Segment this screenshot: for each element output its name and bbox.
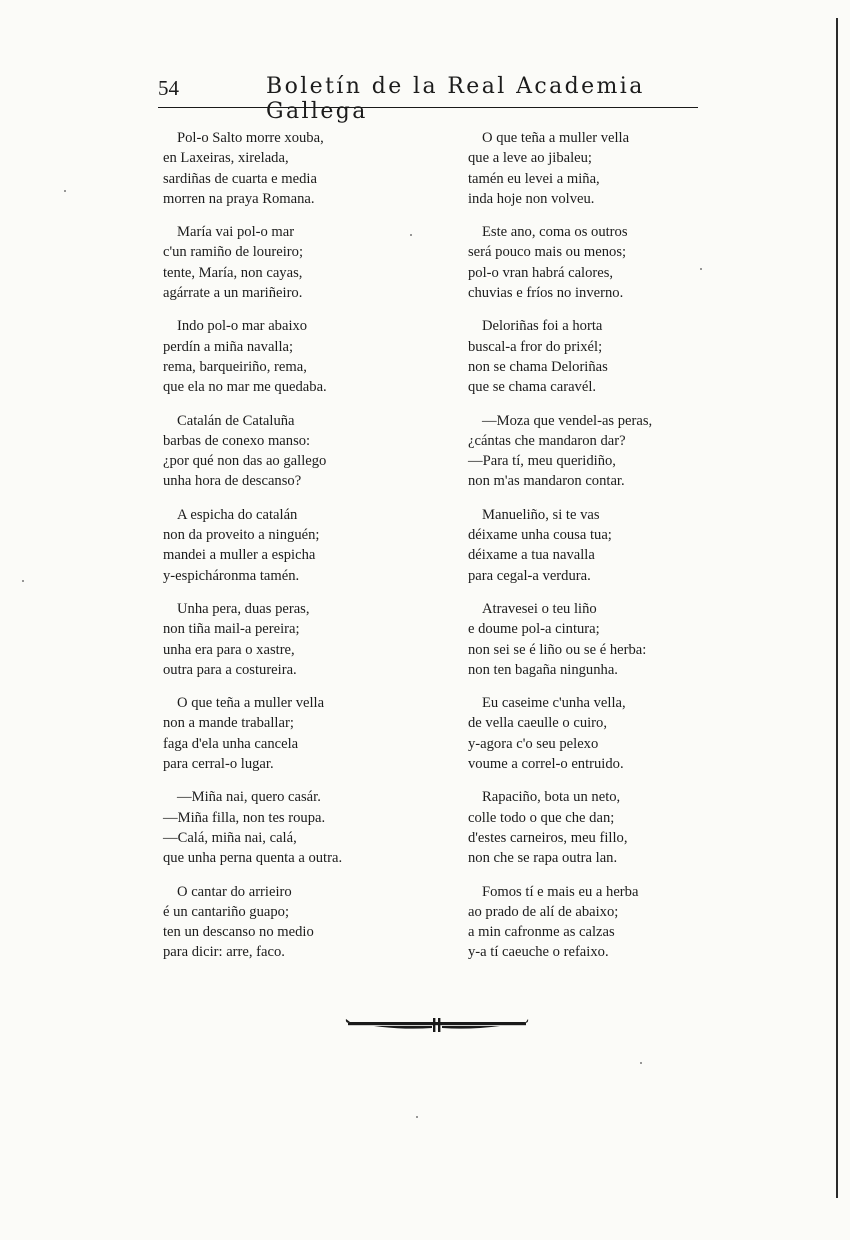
verse-line: —Miña filla, non tes roupa. bbox=[163, 809, 326, 826]
verse-line: que unha perna quenta a outra. bbox=[163, 850, 343, 867]
verse-line: non a mande traballar; bbox=[163, 715, 294, 732]
verse-line: agárrate a un mariñeiro. bbox=[163, 285, 303, 302]
stanza bbox=[468, 787, 718, 868]
verse-line: déixame a tua navalla bbox=[468, 547, 595, 564]
running-title: Boletín de la Real Academia Gallega bbox=[266, 74, 645, 124]
verse-line: que se chama caravél. bbox=[468, 379, 597, 396]
verse-line: Deloriñas foi a horta bbox=[482, 318, 603, 335]
verse-line: —Moza que vendel-as peras, bbox=[482, 412, 653, 429]
verse-line: colle todo o que che dan; bbox=[468, 809, 615, 826]
verse-line: ¿cántas che mandaron dar? bbox=[468, 432, 626, 449]
stanza bbox=[163, 787, 413, 868]
stanza bbox=[163, 599, 413, 680]
stanza bbox=[468, 693, 718, 774]
verse-line: e doume pol-a cintura; bbox=[468, 621, 600, 638]
verse-line: non se chama Deloriñas bbox=[468, 358, 608, 375]
stanza bbox=[163, 693, 413, 774]
verse-line: non ten bagaña ningunha. bbox=[468, 661, 618, 678]
verse-line: Eu caseime c'unha vella, bbox=[482, 695, 626, 712]
verse-line: A espicha do catalán bbox=[177, 506, 298, 523]
stanza bbox=[468, 411, 718, 492]
verse-line: c'un ramiño de loureiro; bbox=[163, 244, 304, 261]
verse-line: ten un descanso no medio bbox=[163, 924, 314, 941]
verse-line: María vai pol-o mar bbox=[177, 224, 295, 241]
verse-line: Catalán de Cataluña bbox=[177, 412, 295, 429]
paper-speck bbox=[416, 1116, 418, 1118]
verse-line: O cantar do arrieiro bbox=[177, 883, 292, 900]
verse-line: en Laxeiras, xirelada, bbox=[163, 150, 289, 167]
verse-line: non m'as mandaron contar. bbox=[468, 473, 625, 490]
verse-line: para cegal-a verdura. bbox=[468, 567, 591, 584]
verse-line: para cerral-o lugar. bbox=[163, 756, 274, 773]
stanza bbox=[468, 222, 718, 303]
verse-line: é un cantariño guapo; bbox=[163, 903, 290, 920]
paper-speck bbox=[700, 268, 702, 270]
stanza bbox=[163, 316, 413, 397]
left-column bbox=[163, 128, 413, 976]
verse-line: ao prado de alí de abaixo; bbox=[468, 903, 619, 920]
verse-line: —Calá, miña nai, calá, bbox=[163, 829, 297, 846]
stanza bbox=[163, 882, 413, 963]
stanza bbox=[163, 128, 413, 209]
verse-line: y-a tí caeuche o refaixo. bbox=[468, 944, 609, 961]
verse-line: para dicir: arre, faco. bbox=[163, 944, 285, 961]
stanza bbox=[163, 222, 413, 303]
verse-line: mandei a muller a espicha bbox=[163, 547, 316, 564]
paper-speck bbox=[22, 580, 24, 582]
verse-line: non sei se é liño ou se é herba: bbox=[468, 641, 647, 658]
verse-line: tamén eu levei a miña, bbox=[468, 170, 600, 187]
paper-speck bbox=[64, 190, 66, 192]
verse-line: Unha pera, duas peras, bbox=[177, 600, 310, 617]
verse-line: unha era para o xastre, bbox=[163, 641, 295, 658]
verse-line: unha hora de descanso? bbox=[163, 473, 302, 490]
verse-line: non tiña mail-a pereira; bbox=[163, 621, 300, 638]
verse-line: Atravesei o teu liño bbox=[482, 600, 597, 617]
stanza bbox=[468, 128, 718, 209]
verse-line: tente, María, non cayas, bbox=[163, 264, 303, 281]
end-ornament bbox=[344, 1014, 530, 1036]
verse-line: rema, barqueiriño, rema, bbox=[163, 358, 307, 375]
verse-line: Pol-o Salto morre xouba, bbox=[177, 130, 324, 146]
verse-line: barbas de conexo manso: bbox=[163, 432, 311, 449]
verse-line: outra para a costureira. bbox=[163, 661, 297, 678]
page-edge-line bbox=[836, 18, 838, 1198]
page-header bbox=[158, 74, 698, 124]
verse-line: voume a correl-o entruido. bbox=[468, 756, 624, 773]
verse-line: O que teña a muller vella bbox=[482, 130, 630, 146]
verse-line: que a leve ao jibaleu; bbox=[468, 150, 592, 167]
header-rule bbox=[158, 107, 698, 108]
page-number: 54 bbox=[158, 76, 179, 100]
verse-line: pol-o vran habrá calores, bbox=[468, 264, 614, 281]
verse-line: Este ano, coma os outros bbox=[482, 224, 628, 241]
verse-line: Fomos tí e mais eu a herba bbox=[482, 883, 639, 900]
verse-line: a min cafronme as calzas bbox=[468, 924, 615, 941]
stanza bbox=[163, 411, 413, 492]
verse-line: y-espicháronma tamén. bbox=[163, 567, 300, 584]
verse-line: non da proveito a ninguén; bbox=[163, 527, 320, 544]
stanza bbox=[468, 505, 718, 586]
verse-line: chuvias e fríos no inverno. bbox=[468, 285, 624, 302]
verse-line: non che se rapa outra lan. bbox=[468, 850, 618, 867]
stanza bbox=[468, 882, 718, 963]
verse-line: —Miña nai, quero casár. bbox=[177, 789, 321, 806]
verse-line: —Para tí, meu queridiño, bbox=[468, 453, 616, 470]
verse-line: Indo pol-o mar abaixo bbox=[177, 318, 308, 335]
verse-line: que ela no mar me quedaba. bbox=[163, 379, 327, 396]
verse-line: O que teña a muller vella bbox=[177, 695, 325, 712]
stanza bbox=[468, 599, 718, 680]
verse-line: y-agora c'o seu pelexo bbox=[468, 735, 599, 752]
stanza bbox=[163, 505, 413, 586]
verse-line: inda hoje non volveu. bbox=[468, 190, 595, 207]
verse-line: perdín a miña navalla; bbox=[163, 338, 294, 355]
verse-line: será pouco mais ou menos; bbox=[468, 244, 627, 261]
verse-line: déixame unha cousa tua; bbox=[468, 527, 612, 544]
verse-line: ¿por qué non das ao gallego bbox=[163, 453, 327, 470]
verse-line: sardiñas de cuarta e media bbox=[163, 170, 317, 187]
verse-line: Rapaciño, bota un neto, bbox=[482, 789, 621, 806]
verse-line: d'estes carneiros, meu fillo, bbox=[468, 829, 628, 846]
right-column bbox=[468, 128, 718, 976]
verse-line: faga d'ela unha cancela bbox=[163, 735, 299, 752]
verse-line: buscal-a fror do prixél; bbox=[468, 338, 603, 355]
verse-line: morren na praya Romana. bbox=[163, 190, 315, 207]
verse-line: de vella caeulle o cuiro, bbox=[468, 715, 607, 732]
paper-speck bbox=[410, 234, 412, 236]
stanza bbox=[468, 316, 718, 397]
paper-speck bbox=[640, 1062, 642, 1064]
verse-line: Manueliño, si te vas bbox=[482, 506, 600, 523]
